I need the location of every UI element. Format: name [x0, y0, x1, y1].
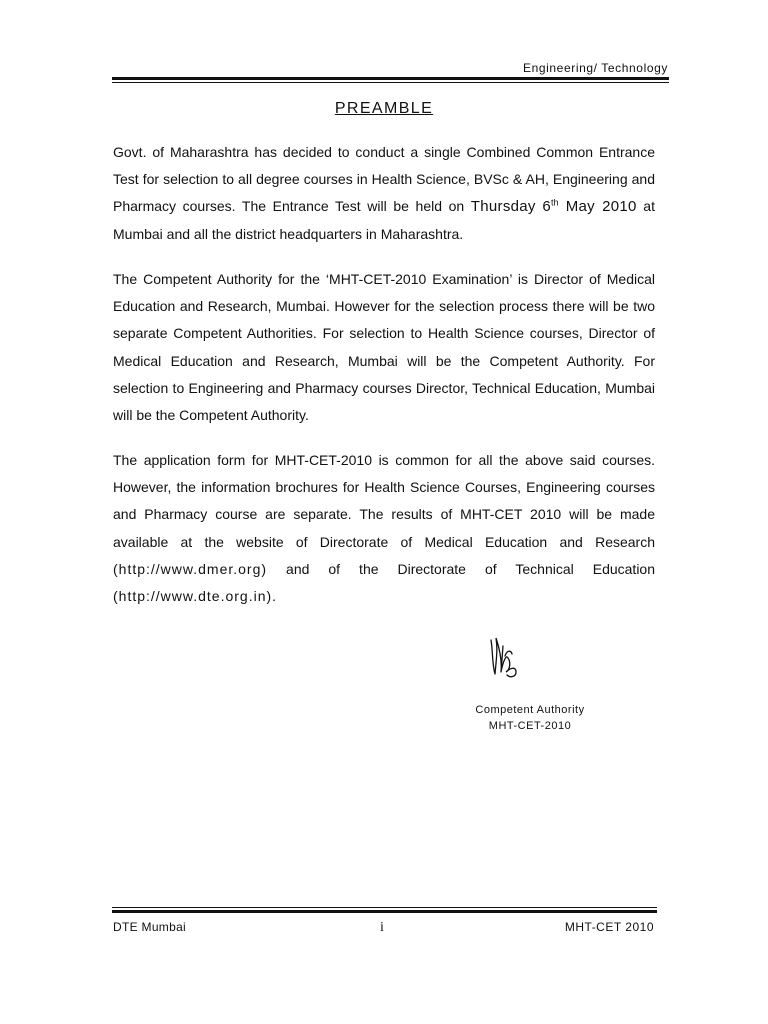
paragraph-application-text: The application form for MHT-CET-2010 is common for all the above said courses. However, the information brochures for Health Science Courses, Engineering courses and Pharmacy course are separate. The results of MHT-CET 2010 will be made available at the website of Directorate of Medical Education and Research	[113, 452, 655, 550]
signature-block	[440, 702, 620, 734]
running-header: Engineering/ Technology	[522, 61, 668, 75]
exam-day: Thursday	[470, 198, 536, 216]
page-number: i	[380, 920, 384, 935]
paragraph-intro-tail: at Mumbai and all the district headquarters in Maharashtra.	[113, 198, 655, 242]
exam-date-month-year: May 2010	[558, 198, 637, 216]
exam-date-number: 6	[542, 198, 551, 216]
paragraph-competent-authority: The Competent Authority for the ‘MHT-CET-2010 Examination’ is Director of Medical Education and Research, Mumbai. However for the selection process there will be two separate Competent Authorities. For selection to Health Science courses, Director of Medical Education and Research, Mumbai will be the Competent Authority. For selection to Engineering and Pharmacy courses Director, Technical Education, Mumbai will be the Competent Authority.	[113, 271, 655, 424]
footer-left-text: DTE Mumbai	[113, 920, 187, 934]
signatory-title: Competent Authority	[475, 704, 585, 716]
footer-right-text: MHT-CET 2010	[564, 920, 654, 934]
footer-divider	[112, 907, 657, 913]
paragraph-application	[113, 447, 655, 610]
dmer-link[interactable]: (http://www.dmer.org)	[113, 560, 268, 577]
page-title: PREAMBLE	[334, 100, 434, 117]
paragraph-intro	[113, 139, 655, 248]
paragraph-intro-text: Govt. of Maharashtra has decided to conduct a single Combined Common Entrance Test for selection to all degree courses in Health Science, BVSc & AH, Engineering and Pharmacy courses. The Entrance Test will be held on	[113, 144, 655, 215]
signature-image	[486, 632, 522, 685]
exam-date-suffix: th	[551, 197, 559, 208]
dte-link[interactable]: (http://www.dte.org.in).	[113, 588, 278, 605]
paragraph-application-mid: and of the Directorate of Technical Education	[267, 560, 655, 577]
header-divider	[112, 77, 669, 83]
signatory-exam: MHT-CET-2010	[488, 720, 572, 732]
